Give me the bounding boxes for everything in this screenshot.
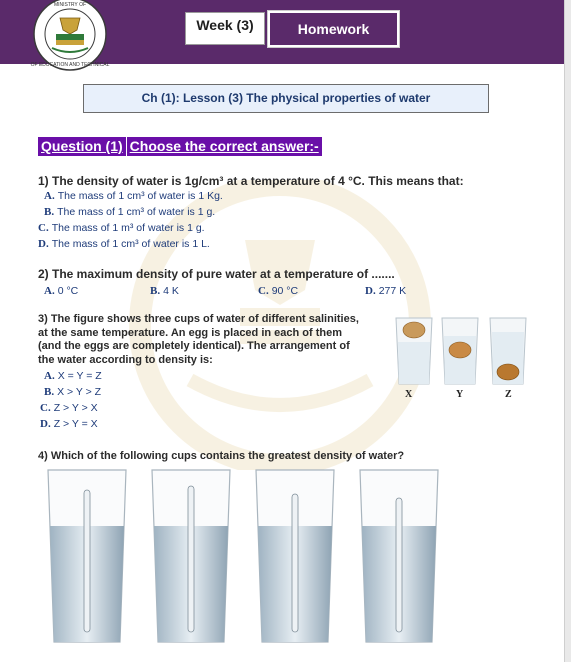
q2-option-a[interactable]	[44, 285, 78, 297]
q2-option-b[interactable]	[150, 285, 179, 297]
option-text: The mass of 1 m³ of water is 1 g.	[51, 222, 205, 234]
q3-option-b[interactable]	[44, 386, 101, 398]
svg-text:OF EDUCATION AND TECHNICAL: OF EDUCATION AND TECHNICAL	[30, 62, 110, 68]
q1-text: 1) The density of water is 1g/cm³ at a temperature of 4 °C. This means that:	[38, 174, 464, 188]
option-text: 277 K	[378, 285, 407, 297]
option-key: B.	[150, 285, 161, 297]
option-key: A.	[44, 285, 55, 297]
option-text: 4 K	[163, 285, 179, 297]
option-text: The mass of 1 cm³ of water is 1 Kg.	[57, 190, 223, 202]
cup-label-x: X	[405, 389, 413, 400]
q3-option-d[interactable]	[40, 418, 98, 430]
cup-z	[490, 318, 526, 384]
page-edge	[564, 0, 571, 662]
cup-c	[256, 470, 334, 642]
cup-y	[442, 318, 478, 384]
q1-option-c[interactable]	[38, 222, 205, 234]
option-text: The mass of 1 cm³ of water is 1 L.	[51, 238, 210, 250]
option-key: C.	[258, 285, 269, 297]
q1-option-a[interactable]	[44, 190, 223, 202]
option-key: D.	[40, 418, 51, 430]
cup-x	[396, 318, 432, 384]
option-text: 90 °C	[271, 285, 299, 297]
egg-cups-figure	[392, 312, 532, 390]
option-key: C.	[40, 402, 51, 414]
option-text: X = Y = Z	[57, 370, 102, 382]
cup-label-z: Z	[505, 389, 512, 400]
hydrometer-cups-figure	[40, 466, 450, 646]
q2-option-d[interactable]	[365, 285, 406, 297]
question-heading	[38, 137, 323, 156]
q3-text: 3) The figure shows three cups of water of different salinities, at the same temperature. An egg is placed in each of them (and the eggs are completely identical). The arrangement of the water according to density is:	[38, 313, 359, 366]
option-key: D.	[38, 238, 49, 250]
option-key: D.	[365, 285, 376, 297]
q2-option-c[interactable]	[258, 285, 298, 297]
cup-b	[152, 470, 230, 642]
question-number: Question (1)	[38, 137, 127, 156]
option-text: Z > Y = X	[53, 418, 98, 430]
q2-text: 2) The maximum density of pure water at a temperature of .......	[38, 267, 395, 281]
q3-option-a[interactable]	[44, 370, 102, 382]
svg-text:MINISTRY OF: MINISTRY OF	[53, 2, 87, 8]
ministry-logo	[22, 0, 118, 72]
option-text: Z > Y > X	[53, 402, 98, 414]
lesson-title: Ch (1): Lesson (3) The physical properties of water	[83, 84, 489, 113]
cup-d	[360, 470, 438, 642]
option-key: A.	[44, 190, 55, 202]
cup-label-y: Y	[456, 389, 464, 400]
cup-a	[48, 470, 126, 642]
option-key: B.	[44, 206, 55, 218]
question-instruction: Choose the correct answer:-	[127, 137, 323, 156]
q1-option-b[interactable]	[44, 206, 215, 218]
option-text: 0 °C	[57, 285, 79, 297]
option-key: C.	[38, 222, 49, 234]
q4-text: 4) Which of the following cups contains the greatest density of water?	[38, 450, 405, 462]
homework-label: Homework	[268, 11, 399, 47]
q1-option-d[interactable]	[38, 238, 210, 250]
option-key: B.	[44, 386, 55, 398]
q3-option-c[interactable]	[40, 402, 98, 414]
option-text: The mass of 1 cm³ of water is 1 g.	[57, 206, 216, 218]
option-text: X > Y > Z	[57, 386, 102, 398]
week-label: Week (3)	[185, 12, 265, 45]
option-key: A.	[44, 370, 55, 382]
